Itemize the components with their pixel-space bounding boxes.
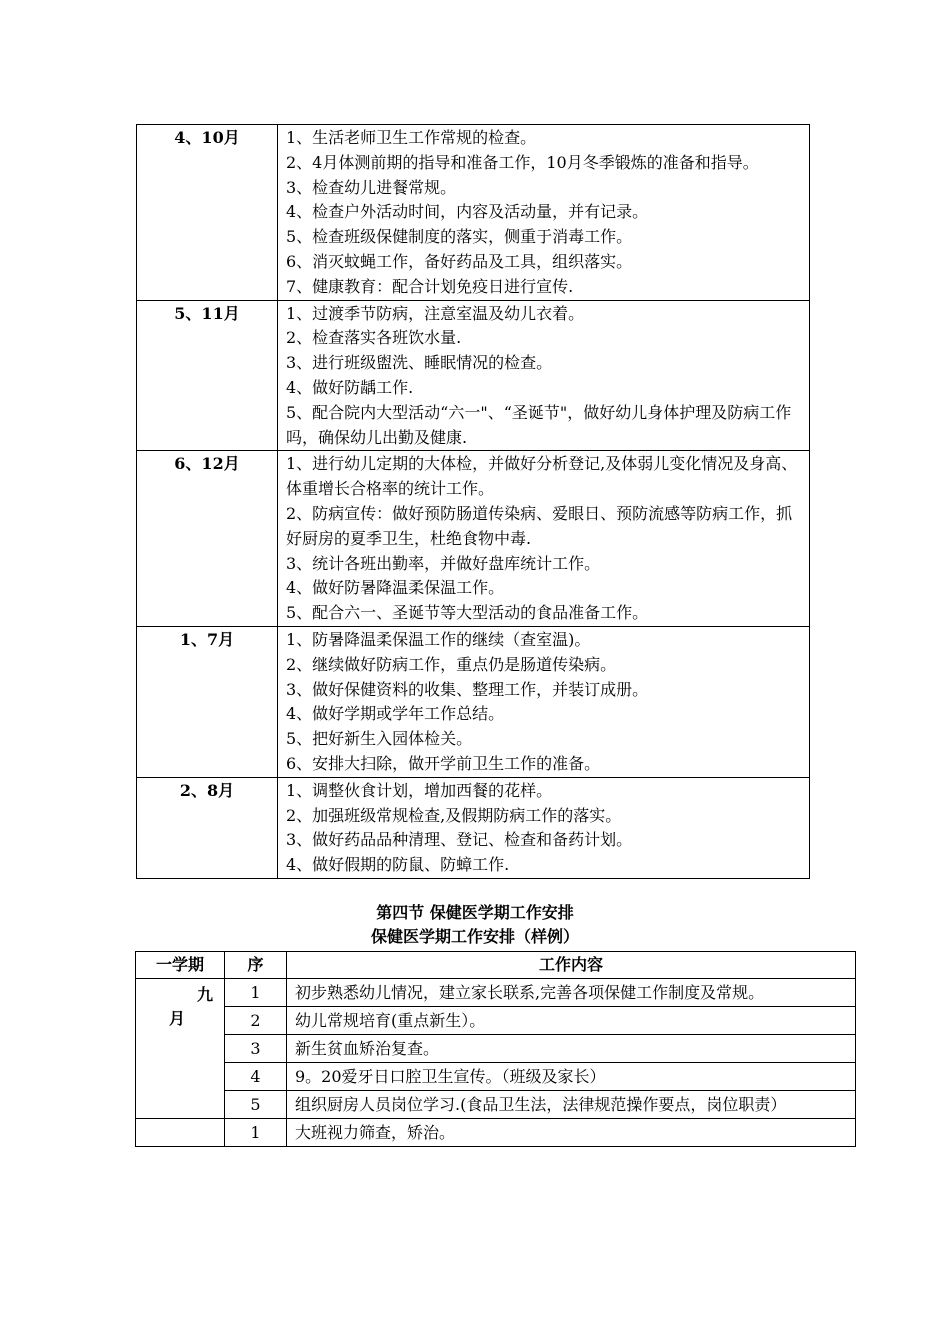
- content-cell: 9。20爱牙日口腔卫生宣传。（班级及家长）: [287, 1063, 856, 1091]
- list-item: 3、统计各班出勤率，并做好盘库统计工作。: [286, 553, 601, 573]
- seq-cell: 2: [225, 1007, 287, 1035]
- table-row: [137, 451, 810, 627]
- content-cell: [278, 125, 810, 301]
- seq-cell: 3: [225, 1035, 287, 1063]
- header-semester: 一学期: [136, 952, 225, 979]
- table-row: [137, 300, 810, 451]
- table-row: [136, 1119, 856, 1147]
- list-item: 5、检查班级保健制度的落实，侧重于消毒工作。: [286, 227, 633, 247]
- list-item: 4、做好假期的防鼠、防蟑工作.: [286, 855, 510, 875]
- list-item: 1、生活老师卫生工作常规的检查。: [286, 128, 537, 147]
- month-cell: 5、11月: [137, 300, 278, 451]
- seq-cell: 4: [225, 1063, 287, 1091]
- table-row: [136, 1091, 856, 1119]
- table-row: [137, 125, 810, 301]
- list-item: 2、加强班级常规检查,及假期防病工作的落实。: [286, 805, 622, 825]
- table-row: [137, 777, 810, 878]
- content-cell: 幼儿常规培育(重点新生）。: [287, 1007, 856, 1035]
- list-item: 5、配合院内大型活动“六一"、“圣诞节"，做好幼儿身体护理及防病工作吗，确保幼儿出勤及健康.: [286, 402, 792, 447]
- list-item: 6、安排大扫除，做开学前卫生工作的准备。: [286, 753, 601, 773]
- month-cell: 1、7月: [137, 626, 278, 777]
- table-row: [137, 626, 810, 777]
- month-cell-empty: [136, 1119, 225, 1147]
- content-cell: 大班视力筛查，矫治。: [287, 1119, 856, 1147]
- content-cell: [278, 777, 810, 878]
- monthly-schedule-table: [136, 124, 810, 879]
- table-row: [136, 1063, 856, 1091]
- semester-work-table: [135, 951, 856, 1147]
- seq-cell: 1: [225, 1119, 287, 1147]
- seq-cell: 1: [225, 979, 287, 1007]
- month-label-line2: 月: [168, 1009, 185, 1028]
- list-item: 2、4月体测前期的指导和准备工作，10月冬季锻炼的准备和指导。: [286, 152, 759, 172]
- month-label-line1: 九: [196, 985, 213, 1004]
- list-item: 1、调整伙食计划，增加西餐的花样。: [286, 780, 553, 800]
- table-row: [136, 1035, 856, 1063]
- list-item: 4、做好防龋工作.: [286, 377, 414, 397]
- month-cell: 6、12月: [137, 451, 278, 627]
- list-item: 1、过渡季节防病，注意室温及幼儿衣着。: [286, 303, 585, 323]
- table-title: 保健医学期工作安排（样例）: [370, 927, 579, 946]
- header-seq: 序: [225, 952, 287, 979]
- list-item: 3、做好药品品种清理、登记、检查和备药计划。: [286, 830, 633, 850]
- content-cell: 初步熟悉幼儿情况，建立家长联系,完善各项保健工作制度及常规。: [287, 979, 856, 1007]
- seq-cell: 5: [225, 1091, 287, 1119]
- list-item: 6、消灭蚊蝇工作，备好药品及工具，组织落实。: [286, 251, 633, 271]
- table-row: [136, 1007, 856, 1035]
- list-item: 2、检查落实各班饮水量.: [286, 328, 462, 348]
- list-item: 7、健康教育：配合计划免疫日进行宣传.: [286, 276, 574, 296]
- content-cell: [278, 626, 810, 777]
- header-content: 工作内容: [287, 952, 856, 979]
- table-header-row: [136, 952, 856, 979]
- list-item: 1、防暑降温柔保温工作的继续（查室温)。: [286, 629, 591, 649]
- list-item: 2、防病宣传：做好预防肠道传染病、爱眼日、预防流感等防病工作，抓好厨房的夏季卫生，杜绝食物中毒.: [286, 503, 793, 548]
- content-cell: 组织厨房人员岗位学习.(食品卫生法，法律规范操作要点，岗位职责）: [287, 1091, 856, 1119]
- list-item: 3、检查幼儿进餐常规。: [286, 177, 457, 197]
- list-item: 5、配合六一、圣诞节等大型活动的食品准备工作。: [286, 603, 649, 623]
- list-item: 1、进行幼儿定期的大体检，并做好分析登记,及体弱儿变化情况及身高、体重增长合格率的统计工作。: [286, 454, 798, 499]
- content-cell: [278, 300, 810, 451]
- content-cell: 新生贫血矫治复查。: [287, 1035, 856, 1063]
- list-item: 2、继续做好防病工作，重点仍是肠道传染病。: [286, 654, 617, 674]
- content-cell: [278, 451, 810, 627]
- section-title: 第四节 保健医学期工作安排: [376, 903, 574, 922]
- list-item: 3、进行班级盥洗、睡眠情况的检查。: [286, 353, 553, 373]
- month-cell: 4、10月: [137, 125, 278, 301]
- list-item: 4、做好学期或学年工作总结。: [286, 704, 505, 724]
- list-item: 3、做好保健资料的收集、整理工作，并装订成册。: [286, 679, 649, 699]
- table-row: [136, 979, 856, 1007]
- list-item: 4、做好防暑降温柔保温工作。: [286, 578, 505, 598]
- list-item: 5、把好新生入园体检关。: [286, 729, 473, 749]
- month-cell: 2、8月: [137, 777, 278, 878]
- list-item: 4、检查户外活动时间，内容及活动量，并有记录。: [286, 202, 649, 222]
- month-cell: [136, 979, 225, 1119]
